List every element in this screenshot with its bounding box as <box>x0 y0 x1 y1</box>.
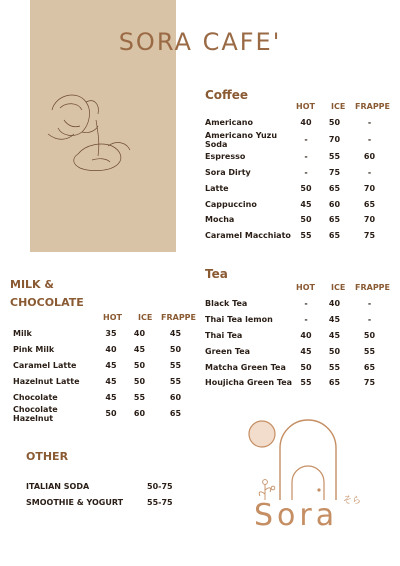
menu-row <box>205 312 387 328</box>
price-hot: 40 <box>300 118 312 128</box>
price-ice: 45 <box>133 345 146 355</box>
price-frappe: 75 <box>363 378 376 388</box>
logo-kana: そら <box>343 496 362 506</box>
coffee-col-ice: ICE <box>331 102 346 111</box>
price-hot: 45 <box>105 392 117 402</box>
price-ice: 60 <box>133 409 146 419</box>
item-name: Black Tea <box>205 299 248 309</box>
price-hot: 50 <box>105 409 117 419</box>
price-frappe: 65 <box>363 199 376 209</box>
menu-row <box>205 375 387 391</box>
price-frappe: 55 <box>363 346 376 356</box>
arch-outer <box>280 420 336 500</box>
milk-col-ice: ICE <box>138 313 153 322</box>
menu-row <box>13 373 194 389</box>
menu-row <box>205 359 387 375</box>
price-frappe: - <box>367 135 372 145</box>
price-ice: 65 <box>328 378 341 388</box>
price-hot: - <box>304 135 308 145</box>
milk-heading-line1: MILK & <box>10 278 54 291</box>
hands-pouring-illustration <box>38 80 138 190</box>
price-ice: 50 <box>328 346 341 356</box>
price-frappe: - <box>367 118 372 128</box>
price-hot: 45 <box>300 199 312 209</box>
price-ice: 50 <box>328 118 341 128</box>
price-hot: - <box>304 315 308 325</box>
milk-col-hot: HOT <box>103 313 122 322</box>
price-hot: 40 <box>300 330 312 340</box>
menu-row <box>13 405 194 423</box>
tea-col-frappe: FRAPPE <box>355 283 391 292</box>
logo-wordmark: Sora <box>254 498 339 533</box>
price-frappe: 50 <box>169 345 182 355</box>
item-name: Thai Tea <box>205 330 243 340</box>
price-ice: 70 <box>328 135 341 145</box>
price-hot: 50 <box>300 362 312 372</box>
price-hot: - <box>304 299 308 309</box>
milk-col-frappe: FRAPPE <box>161 313 197 322</box>
price-hot: - <box>304 152 308 162</box>
price-ice: 55 <box>133 392 146 402</box>
price-ice: 50 <box>133 360 146 370</box>
menu-row <box>205 196 387 212</box>
item-name: Latte <box>205 183 229 193</box>
tea-heading: Tea <box>205 267 228 281</box>
item-name: Mocha <box>205 215 235 225</box>
price-frappe: 70 <box>363 183 376 193</box>
price-hot: 45 <box>105 360 117 370</box>
menu-row <box>205 212 387 228</box>
price-ice: 75 <box>328 167 341 177</box>
menu-row <box>205 131 387 149</box>
price-frappe: 50 <box>363 330 376 340</box>
price-ice: 65 <box>328 215 341 225</box>
price-hot: 55 <box>300 378 312 388</box>
price-frappe: 60 <box>363 152 376 162</box>
sun-circle <box>249 421 275 447</box>
item-name: Houjicha Green Tea <box>205 378 293 388</box>
menu-row <box>205 228 387 244</box>
item-name: Matcha Green Tea <box>205 362 286 372</box>
flower-icon <box>259 480 275 500</box>
item-name: Americano Yuzu Soda <box>205 130 278 149</box>
coffee-col-frappe: FRAPPE <box>355 102 391 111</box>
other-heading: OTHER <box>26 450 69 463</box>
price-ice: 60 <box>328 199 341 209</box>
price-hot: - <box>304 167 308 177</box>
menu-row <box>13 342 194 358</box>
menu-row <box>205 115 387 131</box>
price-frappe: 75 <box>363 231 376 241</box>
cafe-title: SORA CAFE' <box>118 28 282 56</box>
price-frappe: 55 <box>169 376 182 386</box>
price-frappe: - <box>367 315 372 325</box>
price-ice: 40 <box>133 329 146 339</box>
item-name: Chocolate <box>13 392 58 402</box>
other-item-name: SMOOTHIE & YOGURT <box>26 498 124 507</box>
price-frappe: 55 <box>169 360 182 370</box>
price-hot: 35 <box>105 329 117 339</box>
price-frappe: - <box>367 167 372 177</box>
price-hot: 45 <box>105 376 117 386</box>
other-item-price: 50-75 <box>147 482 173 491</box>
price-hot: 50 <box>300 183 312 193</box>
price-frappe: 45 <box>169 329 182 339</box>
coffee-menu-table <box>205 115 387 244</box>
tea-menu-table <box>205 296 387 391</box>
milk-heading-line2: CHOCOLATE <box>10 296 84 309</box>
price-frappe: 65 <box>169 409 182 419</box>
price-ice: 55 <box>328 362 341 372</box>
price-ice: 45 <box>328 315 341 325</box>
item-name: Sora Dirty <box>205 167 251 177</box>
arch-inner <box>292 466 324 500</box>
tea-col-hot: HOT <box>296 283 315 292</box>
price-ice: 65 <box>328 183 341 193</box>
price-hot: 50 <box>300 215 312 225</box>
menu-row <box>205 149 387 165</box>
menu-row <box>205 180 387 196</box>
item-name: Chocolate Hazelnut <box>13 404 58 423</box>
coffee-heading: Coffee <box>205 88 249 102</box>
tea-col-ice: ICE <box>331 283 346 292</box>
item-name: Milk <box>13 329 32 339</box>
item-name: Pink Milk <box>13 345 55 355</box>
item-name: Cappuccino <box>205 199 257 209</box>
menu-row <box>205 328 387 344</box>
price-ice: 65 <box>328 231 341 241</box>
price-frappe: 60 <box>169 392 182 402</box>
item-name: Caramel Macchiato <box>205 231 291 241</box>
price-ice: 50 <box>133 376 146 386</box>
menu-row <box>205 165 387 181</box>
item-name: Hazelnut Latte <box>13 376 80 386</box>
price-frappe: 65 <box>363 362 376 372</box>
menu-row <box>13 358 194 374</box>
item-name: Espresso <box>205 152 246 162</box>
item-name: Green Tea <box>205 346 251 356</box>
menu-row <box>13 326 194 342</box>
menu-row <box>205 296 387 312</box>
price-ice: 40 <box>328 299 341 309</box>
price-ice: 55 <box>328 152 341 162</box>
door-knob <box>317 488 320 491</box>
price-hot: 40 <box>105 345 117 355</box>
item-name: Americano <box>205 118 253 128</box>
menu-row <box>13 389 194 405</box>
other-item-name: ITALIAN SODA <box>26 482 90 491</box>
item-name: Thai Tea lemon <box>205 315 273 325</box>
price-hot: 55 <box>300 231 312 241</box>
milk-menu-table <box>13 326 194 423</box>
price-frappe: 70 <box>363 215 376 225</box>
price-frappe: - <box>367 299 372 309</box>
other-item-price: 55-75 <box>147 498 173 507</box>
coffee-col-hot: HOT <box>296 102 315 111</box>
item-name: Caramel Latte <box>13 360 77 370</box>
price-ice: 45 <box>328 330 341 340</box>
price-hot: 45 <box>300 346 312 356</box>
menu-row <box>205 343 387 359</box>
